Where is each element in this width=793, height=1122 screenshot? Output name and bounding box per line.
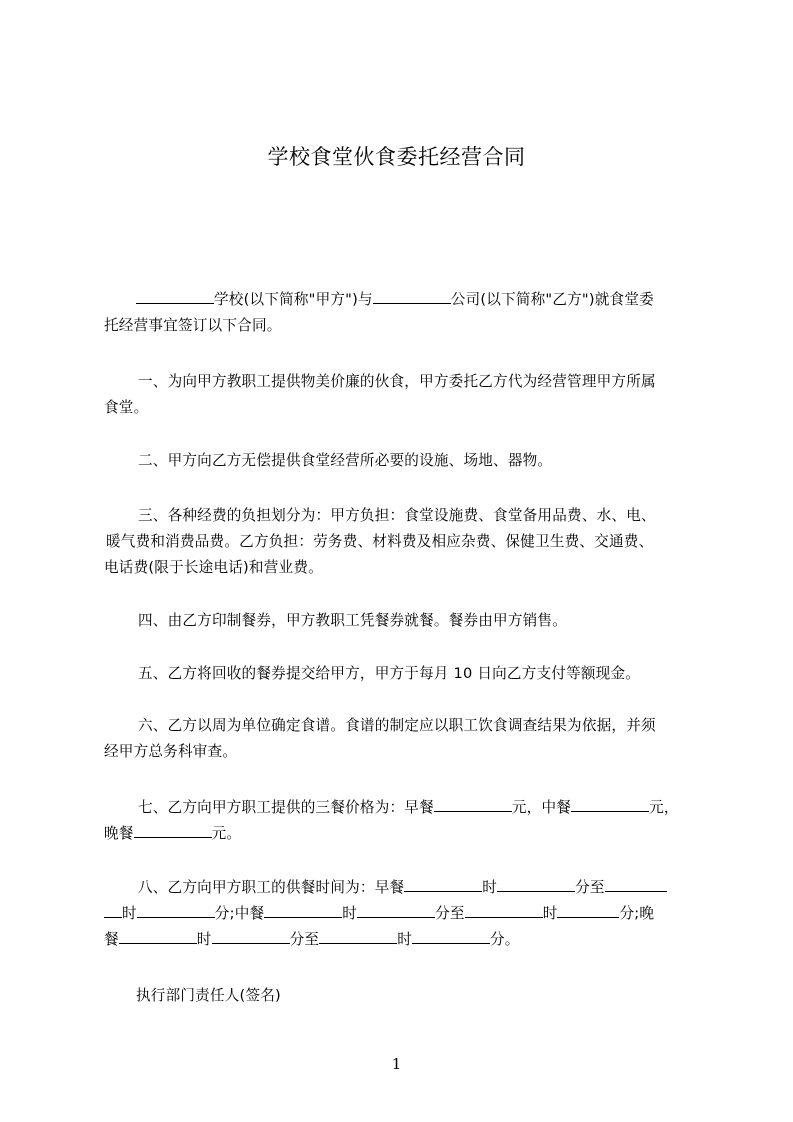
intro-text-3: 托经营事宜签订以下合同。 xyxy=(104,317,282,334)
clause-1-line-1: 一、为向甲方教职工提供物美价廉的伙食，甲方委托乙方代为经营管理甲方所属 xyxy=(138,373,656,390)
clause-8-shi: 时 xyxy=(122,905,137,922)
clause-1-line-2: 食堂。 xyxy=(104,399,149,416)
clause-8-shi: 时 xyxy=(482,879,498,896)
clause-7-prefix: 七、乙方向甲方职工提供的三餐价格为：早餐 xyxy=(138,799,434,816)
lunch-end-hour-blank[interactable] xyxy=(465,902,543,918)
breakfast-end-hour-blank-part2[interactable] xyxy=(104,902,122,918)
signature-label: 执行部门责任人(签名) xyxy=(136,987,281,1004)
breakfast-start-hour-blank[interactable] xyxy=(404,876,482,892)
clause-8-prefix: 八、乙方向甲方职工的供餐时间为：早餐 xyxy=(138,879,405,896)
breakfast-end-hour-blank-part1[interactable] xyxy=(605,876,667,892)
clause-8-fen-zhi: 分至 xyxy=(289,931,320,948)
clause-7-dinner-label: 晚餐 xyxy=(104,825,134,842)
clause-8-fen-lunch: 分;中餐 xyxy=(214,905,265,922)
intro-paragraph xyxy=(104,287,704,339)
intro-text-2: 公司(以下简称"乙方")就食堂委 xyxy=(450,291,654,308)
intro-text-1: 学校(以下简称"甲方")与 xyxy=(214,291,373,308)
clause-8-shi: 时 xyxy=(342,905,358,922)
clause-7 xyxy=(104,795,704,847)
clause-3-line-1: 三、各种经费的负担划分为：甲方负担：食堂设施费、食堂备用品费、水、电、 xyxy=(138,507,656,524)
signature-section xyxy=(104,983,704,1009)
breakfast-price-blank[interactable] xyxy=(434,796,512,812)
dinner-start-minute-blank[interactable] xyxy=(212,928,290,944)
clause-8 xyxy=(104,875,704,953)
clause-8-fen-zhi: 分至 xyxy=(435,905,465,922)
clause-3 xyxy=(104,503,704,581)
dinner-start-hour-blank[interactable] xyxy=(119,928,197,944)
clause-7-yuan-end: 元。 xyxy=(211,825,242,842)
breakfast-start-minute-blank[interactable] xyxy=(497,876,575,892)
clause-8-shi: 时 xyxy=(196,931,212,948)
clause-3-line-2: 暖气费和消费品费。乙方负担：劳务费、材料费及相应杂费、保健卫生费、交通费、 xyxy=(106,533,654,550)
clause-8-fen-zhi: 分至 xyxy=(575,879,605,896)
clause-6 xyxy=(104,713,704,765)
dinner-price-blank[interactable] xyxy=(134,822,212,838)
lunch-start-minute-blank[interactable] xyxy=(357,902,435,918)
page-number: 1 xyxy=(391,1055,402,1073)
document-title: 学校食堂伙食委托经营合同 xyxy=(267,145,526,169)
school-name-blank[interactable] xyxy=(136,288,214,304)
lunch-end-minute-blank[interactable] xyxy=(557,902,619,918)
clause-7-yuan-2: 元， xyxy=(649,799,679,816)
breakfast-end-minute-blank[interactable] xyxy=(137,902,215,918)
clause-6-line-2: 经甲方总务科审查。 xyxy=(104,743,238,760)
clause-1 xyxy=(104,369,704,421)
company-name-blank[interactable] xyxy=(373,288,451,304)
clause-3-line-3: 电话费(限于长途电话)和营业费。 xyxy=(104,559,323,576)
clause-4 xyxy=(104,608,704,634)
clause-8-fen-dinner: 分;晚 xyxy=(619,905,655,922)
lunch-price-blank[interactable] xyxy=(571,796,649,812)
clause-4-line-1: 四、由乙方印制餐券，甲方教职工凭餐券就餐。餐券由甲方销售。 xyxy=(138,612,568,629)
clause-2-line-1: 二、甲方向乙方无偿提供食堂经营所必要的设施、场地、器物。 xyxy=(138,452,553,469)
clause-8-shi: 时 xyxy=(397,931,412,948)
clause-6-line-1: 六、乙方以周为单位确定食谱。食谱的制定应以职工饮食调查结果为依据，并须 xyxy=(138,717,656,734)
lunch-start-hour-blank[interactable] xyxy=(264,902,342,918)
clause-8-fen-end: 分。 xyxy=(489,931,520,948)
clause-5-line-1: 五、乙方将回收的餐券提交给甲方，甲方于每月 10 日向乙方支付等额现金。 xyxy=(138,665,641,682)
clause-2 xyxy=(104,448,704,474)
clause-8-can: 餐 xyxy=(104,931,119,948)
dinner-end-minute-blank[interactable] xyxy=(412,928,490,944)
clause-8-shi: 时 xyxy=(542,905,558,922)
dinner-end-hour-blank[interactable] xyxy=(319,928,397,944)
clause-5 xyxy=(104,661,704,687)
clause-7-yuan-lunch: 元，中餐 xyxy=(511,799,572,816)
